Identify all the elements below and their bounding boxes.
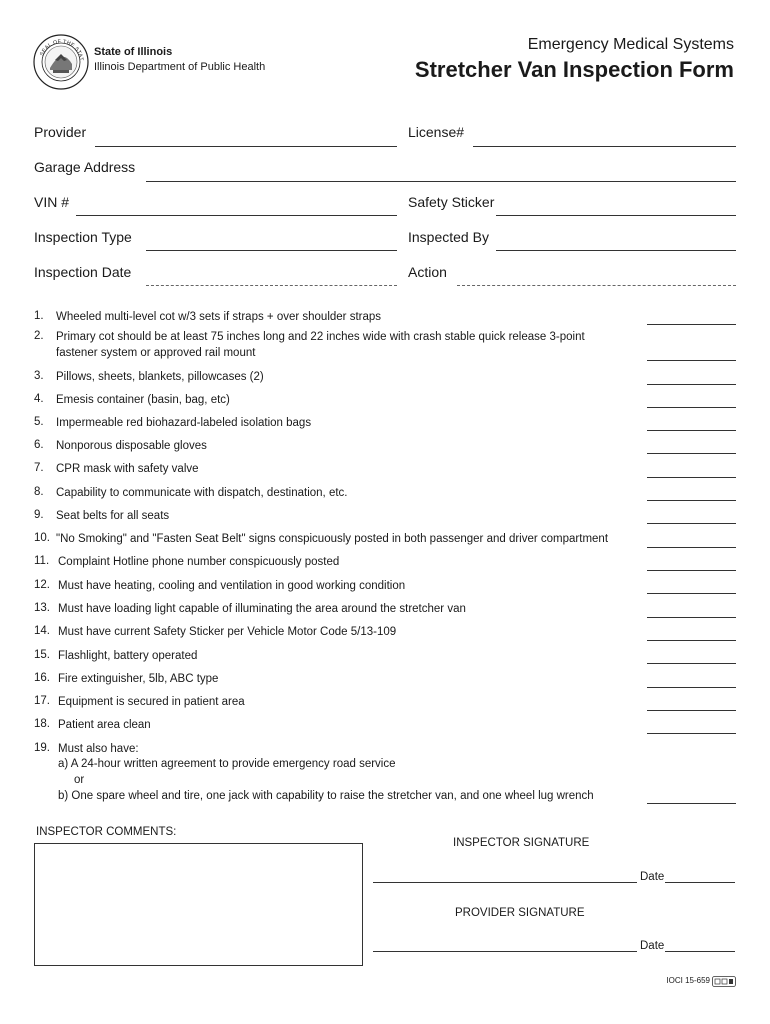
checklist-item: Must also have: xyxy=(58,743,139,755)
item-check-field[interactable] xyxy=(647,733,736,734)
inspection-date-field[interactable] xyxy=(146,285,397,286)
safety-sticker-field[interactable] xyxy=(496,215,736,216)
inspector-signature-field[interactable] xyxy=(373,882,637,883)
checklist-item: Primary cot should be at least 75 inches long and 22 inches wide with crash stable quick release 3-point xyxy=(56,331,585,343)
inspector-signature-label: INSPECTOR SIGNATURE xyxy=(453,837,590,849)
license-label: License# xyxy=(408,124,465,140)
item-number: 3. xyxy=(34,370,44,382)
item-check-field[interactable] xyxy=(647,523,736,524)
state-seal-icon xyxy=(33,34,89,90)
checklist-item: Must have heating, cooling and ventilation in good working condition xyxy=(58,580,406,592)
inspected-by-field[interactable] xyxy=(496,250,736,251)
item-check-field[interactable] xyxy=(647,593,736,594)
item-number: 2. xyxy=(34,330,44,342)
item-check-field[interactable] xyxy=(647,687,736,688)
item-check-field[interactable] xyxy=(647,617,736,618)
item-number: 6. xyxy=(34,439,44,451)
item-number: 18. xyxy=(34,718,50,730)
provider-signature-label: PROVIDER SIGNATURE xyxy=(455,907,585,919)
form-title: Stretcher Van Inspection Form xyxy=(414,57,734,82)
item-number: 16. xyxy=(34,672,50,684)
item-check-field[interactable] xyxy=(647,663,736,664)
item-number: 14. xyxy=(34,625,50,637)
license-field[interactable] xyxy=(473,146,736,147)
provider-date-field[interactable] xyxy=(665,951,735,952)
item-number: 8. xyxy=(34,486,44,498)
provider-signature-field[interactable] xyxy=(373,951,637,952)
garage-address-label: Garage Address xyxy=(34,159,136,175)
action-label: Action xyxy=(408,264,447,280)
vin-label: VIN # xyxy=(34,194,70,210)
item-check-field[interactable] xyxy=(647,803,736,804)
item-check-field[interactable] xyxy=(647,407,736,408)
checklist-item: Flashlight, battery operated xyxy=(58,650,198,662)
item-check-field[interactable] xyxy=(647,453,736,454)
item-number: 10. xyxy=(34,532,50,544)
inspected-by-label: Inspected By xyxy=(408,229,489,245)
item-number: 4. xyxy=(34,393,44,405)
item-check-field[interactable] xyxy=(647,547,736,548)
checklist-subitem-or: or xyxy=(74,774,85,786)
vin-field[interactable] xyxy=(76,215,397,216)
item-number: 13. xyxy=(34,602,50,614)
item-number: 19. xyxy=(34,742,50,754)
provider-date-label: Date xyxy=(640,940,665,952)
safety-sticker-label: Safety Sticker xyxy=(408,194,495,210)
checklist-item: "No Smoking" and "Fasten Seat Belt" signs conspicuously posted in both passenger and driver compartment xyxy=(56,533,609,545)
checklist-item: Emesis container (basin, bag, etc) xyxy=(56,394,230,406)
inspector-date-field[interactable] xyxy=(665,882,735,883)
checklist-item: Complaint Hotline phone number conspicuously posted xyxy=(58,556,340,568)
inspection-type-label: Inspection Type xyxy=(34,229,132,245)
item-number: 12. xyxy=(34,579,50,591)
checklist-item: CPR mask with safety valve xyxy=(56,463,199,475)
form-supertitle: Emergency Medical Systems xyxy=(527,36,734,53)
checklist-subitem: b) One spare wheel and tire, one jack with capability to raise the stretcher van, and one wheel lug wrench xyxy=(58,790,594,802)
item-number: 15. xyxy=(34,649,50,661)
checklist-item: Impermeable red biohazard-labeled isolation bags xyxy=(56,417,312,429)
garage-address-field[interactable] xyxy=(146,181,736,182)
item-check-field[interactable] xyxy=(647,500,736,501)
checklist-item: Nonporous disposable gloves xyxy=(56,440,207,452)
checklist-item: Wheeled multi-level cot w/3 sets if straps + over shoulder straps xyxy=(56,311,382,323)
item-number: 9. xyxy=(34,509,44,521)
inspector-comments-label: INSPECTOR COMMENTS: xyxy=(36,826,177,838)
agency-department: Illinois Department of Public Health xyxy=(94,61,266,73)
checklist-item: Fire extinguisher, 5lb, ABC type xyxy=(58,673,219,685)
inspection-date-label: Inspection Date xyxy=(34,264,132,280)
seal-text: SEAL OF THE STAT xyxy=(39,38,85,62)
form-code: IOCI 15-659 xyxy=(666,976,710,985)
checklist-item: Equipment is secured in patient area xyxy=(58,696,245,708)
item-number: 17. xyxy=(34,695,50,707)
provider-label: Provider xyxy=(34,124,87,140)
item-check-field[interactable] xyxy=(647,384,736,385)
checklist-item: Patient area clean xyxy=(58,719,151,731)
item-check-field[interactable] xyxy=(647,430,736,431)
item-check-field[interactable] xyxy=(647,640,736,641)
item-number: 11. xyxy=(34,555,50,567)
item-number: 5. xyxy=(34,416,44,428)
checklist-item: Seat belts for all seats xyxy=(56,510,170,522)
inspection-type-field[interactable] xyxy=(146,250,397,251)
item-check-field[interactable] xyxy=(647,324,736,325)
checklist-item: Must have loading light capable of illuminating the area around the stretcher van xyxy=(58,603,466,615)
checklist-item: Capability to communicate with dispatch, destination, etc. xyxy=(56,487,348,499)
action-field[interactable] xyxy=(457,285,736,286)
item-check-field[interactable] xyxy=(647,477,736,478)
inspector-comments-box[interactable] xyxy=(34,843,363,966)
item-check-field[interactable] xyxy=(647,570,736,571)
provider-field[interactable] xyxy=(95,146,397,147)
item-check-field[interactable] xyxy=(647,710,736,711)
printer-mark-icon xyxy=(712,974,736,985)
item-check-field[interactable] xyxy=(647,360,736,361)
item-number: 7. xyxy=(34,462,44,474)
checklist-subitem: a) A 24-hour written agreement to provide emergency road service xyxy=(58,758,396,770)
checklist-item-continued: fastener system or approved rail mount xyxy=(56,347,256,359)
checklist-item: Must have current Safety Sticker per Vehicle Motor Code 5/13-109 xyxy=(58,626,397,638)
agency-name: State of Illinois xyxy=(94,46,173,58)
item-number: 1. xyxy=(34,310,44,322)
inspector-date-label: Date xyxy=(640,871,665,883)
checklist-item: Pillows, sheets, blankets, pillowcases (2) xyxy=(56,371,264,383)
